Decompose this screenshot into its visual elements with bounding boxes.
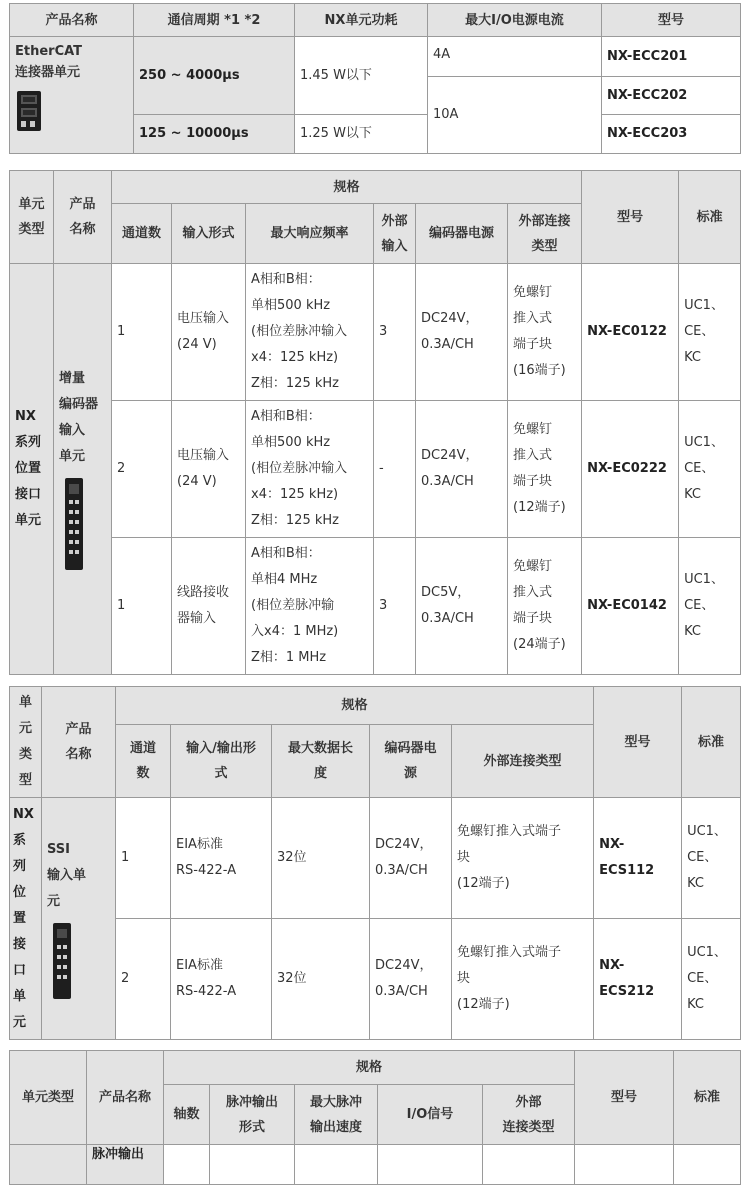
product-label: 增量 编码器 输入 单元 — [59, 371, 99, 464]
header-unit-type: 单 元 类 型 — [10, 687, 42, 798]
row2-input-type: 电压输入 (24 V) — [172, 401, 246, 538]
table-ssi-input — [9, 686, 741, 1040]
table-pulse-output — [9, 1050, 741, 1185]
subheader-channels: 通道 数 — [116, 725, 171, 798]
row1-channels: 1 — [116, 798, 171, 919]
model-ecc201: NX-ECC201 — [602, 37, 741, 77]
header-standard: 标准 — [682, 687, 741, 798]
header-model: 型号 — [594, 687, 682, 798]
row2-encoder-power: DC24V， 0.3A/CH — [416, 401, 508, 538]
subheader-io-signal: I/O信号 — [378, 1085, 483, 1145]
product-cell — [54, 264, 112, 675]
product-cell — [42, 798, 116, 1040]
model-ecc203: NX-ECC203 — [602, 115, 741, 154]
header-product-name: 产品名称 — [10, 4, 134, 37]
row3-model: NX-EC0142 — [582, 538, 679, 675]
table-ethercat-coupler — [9, 3, 741, 154]
product-label: SSI 输入单 元 — [47, 841, 87, 909]
row2-max-data-length: 32位 — [272, 919, 370, 1040]
row2-standard: UC1、 CE、 KC — [679, 401, 741, 538]
row1-ext-connection: 免螺钉 推入式 端子块 (16端子) — [508, 264, 582, 401]
subheader-max-pulse-speed: 最大脉冲 输出速度 — [295, 1085, 378, 1145]
comm-cycle-1: 250 ~ 4000μs — [134, 37, 295, 115]
ethercat-coupler-device-icon — [15, 89, 43, 133]
row2-standard: UC1、 CE、 KC — [682, 919, 741, 1040]
subheader-encoder-power: 编码器电源 — [416, 204, 508, 264]
row3-ext-connection: 免螺钉 推入式 端子块 (24端子) — [508, 538, 582, 675]
header-comm-cycle: 通信周期 *1 *2 — [134, 4, 295, 37]
power-1: 1.45 W以下 — [295, 37, 428, 115]
header-standard: 标准 — [674, 1051, 741, 1145]
header-spec: 规格 — [116, 687, 594, 725]
row2-model: NX- ECS212 — [594, 919, 682, 1040]
subheader-ext-connection: 外部连接 类型 — [508, 204, 582, 264]
row1-model: NX-EC0122 — [582, 264, 679, 401]
row2-ext-connection: 免螺钉推入式端子 块 (12端子) — [452, 919, 594, 1040]
header-product-name: 产品名称 — [87, 1051, 164, 1145]
ssi-unit-device-icon — [47, 921, 77, 1001]
comm-cycle-2: 125 ~ 10000μs — [134, 115, 295, 154]
subheader-pulse-output-type: 脉冲输出 形式 — [210, 1085, 295, 1145]
header-power: NX单元功耗 — [295, 4, 428, 37]
subheader-ext-connection: 外部 连接类型 — [483, 1085, 575, 1145]
header-product-name: 产品 名称 — [54, 171, 112, 264]
row3-encoder-power: DC5V， 0.3A/CH — [416, 538, 508, 675]
subheader-input-type: 输入形式 — [172, 204, 246, 264]
row2-max-freq: A相和B相： 单相500 kHz (相位差脉冲输入 x4：125 kHz) Z相：125 kHz — [246, 401, 374, 538]
row1-encoder-power: DC24V， 0.3A/CH — [370, 798, 452, 919]
header-spec: 规格 — [164, 1051, 575, 1085]
header-unit-type: 单元类型 — [10, 1051, 87, 1145]
row1-model: NX- ECS112 — [594, 798, 682, 919]
header-product-name: 产品 名称 — [42, 687, 116, 798]
subheader-axes: 轴数 — [164, 1085, 210, 1145]
subheader-encoder-power: 编码器电 源 — [370, 725, 452, 798]
row3-ext-input: 3 — [374, 538, 416, 675]
product-cell — [10, 37, 134, 154]
row3-standard: UC1、 CE、 KC — [679, 538, 741, 675]
model-ecc202: NX-ECC202 — [602, 77, 741, 115]
row3-channels: 1 — [112, 538, 172, 675]
header-model: 型号 — [602, 4, 741, 37]
unit-type-cell — [10, 1145, 87, 1185]
row1-ext-input: 3 — [374, 264, 416, 401]
row1-standard: UC1、 CE、 KC — [682, 798, 741, 919]
subheader-io-type: 输入/输出形 式 — [171, 725, 272, 798]
row1-channels: 1 — [112, 264, 172, 401]
header-spec: 规格 — [112, 171, 582, 204]
encoder-unit-device-icon — [59, 476, 89, 572]
current-2: 10A — [428, 77, 602, 154]
row2-ext-connection: 免螺钉 推入式 端子块 (12端子) — [508, 401, 582, 538]
header-model: 型号 — [582, 171, 679, 264]
row1-standard: UC1、 CE、 KC — [679, 264, 741, 401]
row3-input-type: 线路接收 器输入 — [172, 538, 246, 675]
header-unit-type: 单元 类型 — [10, 171, 54, 264]
subheader-max-freq: 最大响应频率 — [246, 204, 374, 264]
row1-ext-connection: 免螺钉推入式端子 块 (12端子) — [452, 798, 594, 919]
row2-io-type: EIA标准 RS-422-A — [171, 919, 272, 1040]
row2-model: NX-EC0222 — [582, 401, 679, 538]
row1-encoder-power: DC24V， 0.3A/CH — [416, 264, 508, 401]
row1-input-type: 电压输入 (24 V) — [172, 264, 246, 401]
row3-max-freq: A相和B相： 单相4 MHz (相位差脉冲输 入x4：1 MHz) Z相：1 MHz — [246, 538, 374, 675]
unit-type-cell: NX 系 列 位 置 接 口 单 元 — [10, 798, 42, 1040]
subheader-ext-input: 外部 输入 — [374, 204, 416, 264]
unit-type-cell: NX 系列 位置 接口 单元 — [10, 264, 54, 675]
product-label: EtherCAT 连接器单元 — [15, 44, 83, 80]
header-standard: 标准 — [679, 171, 741, 264]
subheader-ext-connection: 外部连接类型 — [452, 725, 594, 798]
subheader-max-data-length: 最大数据长 度 — [272, 725, 370, 798]
row2-ext-input: - — [374, 401, 416, 538]
header-max-current: 最大I/O电源电流 — [428, 4, 602, 37]
subheader-channels: 通道数 — [112, 204, 172, 264]
row1-max-data-length: 32位 — [272, 798, 370, 919]
row1-max-freq: A相和B相： 单相500 kHz (相位差脉冲输入 x4：125 kHz) Z相：125 kHz — [246, 264, 374, 401]
product-label: 脉冲输出 — [87, 1145, 164, 1185]
header-model: 型号 — [575, 1051, 674, 1145]
row2-encoder-power: DC24V， 0.3A/CH — [370, 919, 452, 1040]
row1-io-type: EIA标准 RS-422-A — [171, 798, 272, 919]
table-incremental-encoder — [9, 170, 741, 675]
power-2: 1.25 W以下 — [295, 115, 428, 154]
current-1: 4A — [428, 37, 602, 77]
row2-channels: 2 — [116, 919, 171, 1040]
row2-channels: 2 — [112, 401, 172, 538]
